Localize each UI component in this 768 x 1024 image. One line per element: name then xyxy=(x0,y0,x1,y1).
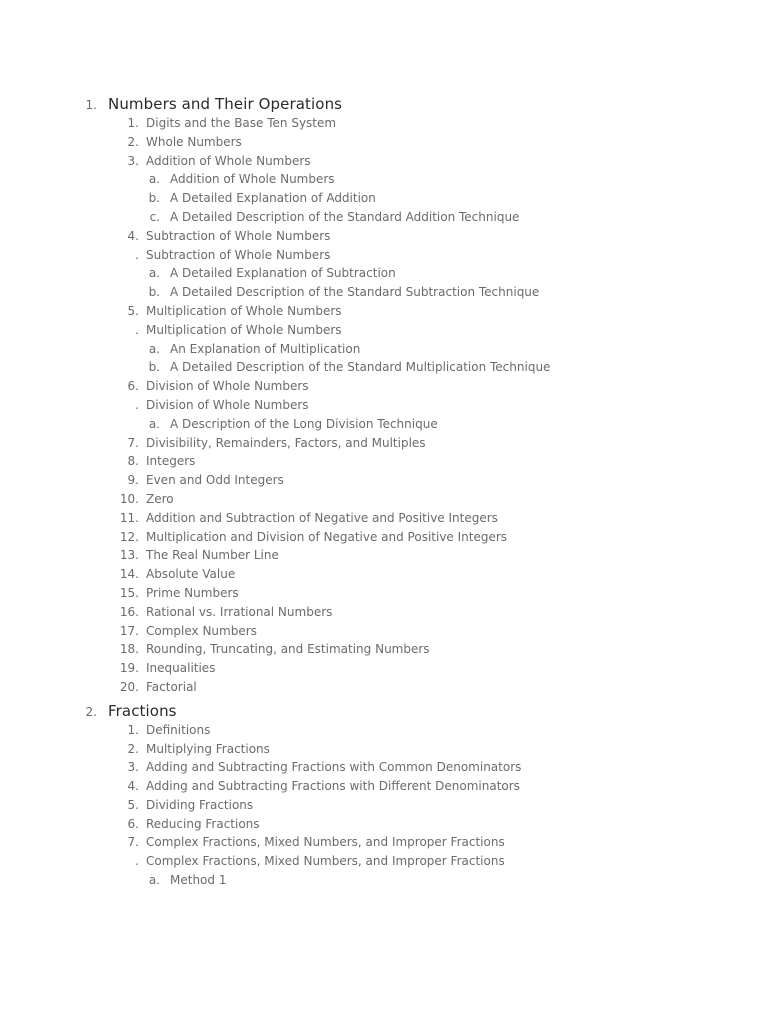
item-number: 1. xyxy=(127,116,139,130)
outline-item xyxy=(0,659,768,678)
item-number: . xyxy=(135,397,139,412)
item-number: 17. xyxy=(119,623,139,638)
outline-item xyxy=(0,584,768,603)
item-number: 13. xyxy=(119,548,139,563)
outline-item xyxy=(0,852,768,871)
item-number: 16. xyxy=(119,604,139,619)
outline-subitem xyxy=(0,283,768,302)
item-text: Multiplying Fractions xyxy=(146,741,270,756)
item-number: 18. xyxy=(119,642,139,657)
outline-subitem xyxy=(0,871,768,890)
section-title: Fractions xyxy=(108,701,177,720)
item-number: c. xyxy=(149,209,160,224)
item-number: 19. xyxy=(119,661,139,676)
outline-subitem xyxy=(0,189,768,208)
item-number: b. xyxy=(148,360,160,375)
outline-item xyxy=(0,246,768,265)
item-text: A Detailed Explanation of Subtraction xyxy=(170,266,396,281)
item-text: Division of Whole Numbers xyxy=(146,397,309,412)
outline-subitem xyxy=(0,415,768,434)
item-number: 4. xyxy=(127,228,139,243)
item-number: a. xyxy=(148,266,160,281)
item-text: Addition of Whole Numbers xyxy=(170,172,335,187)
item-text: Complex Fractions, Mixed Numbers, and Improper Fractions xyxy=(146,854,505,869)
item-number: 20. xyxy=(119,679,139,694)
item-text: Reducing Fractions xyxy=(146,816,260,831)
item-text: Divisibility, Remainders, Factors, and Multiples xyxy=(146,435,426,450)
item-number: a. xyxy=(148,416,160,431)
item-number: 1. xyxy=(127,722,139,737)
item-number: a. xyxy=(148,341,160,356)
item-text: Zero xyxy=(146,491,174,506)
outline-item xyxy=(0,640,768,659)
item-number: 3. xyxy=(127,760,139,775)
outline-section xyxy=(0,701,768,890)
item-number: 2. xyxy=(127,741,139,756)
item-number: 6. xyxy=(127,816,139,831)
section-title: Numbers and Their Operations xyxy=(108,95,343,113)
item-text: Subtraction of Whole Numbers xyxy=(146,228,331,243)
outline-item xyxy=(0,152,768,171)
item-number: 7. xyxy=(127,835,139,850)
outline-item xyxy=(0,796,768,815)
outline-item xyxy=(0,114,768,133)
outline-item xyxy=(0,452,768,471)
outline-item xyxy=(0,740,768,759)
item-text: A Detailed Description of the Standard Subtraction Technique xyxy=(170,285,540,300)
outline-item xyxy=(0,603,768,622)
outline-item xyxy=(0,777,768,796)
outline-item xyxy=(0,302,768,321)
item-number: 14. xyxy=(119,567,139,582)
item-text: Addition of Whole Numbers xyxy=(146,153,311,168)
section-heading xyxy=(0,94,768,114)
outline-item xyxy=(0,815,768,834)
outline-item xyxy=(0,321,768,340)
section-number: 1. xyxy=(85,98,97,112)
item-text: Factorial xyxy=(146,679,197,694)
item-text: Integers xyxy=(146,454,196,469)
item-text: A Detailed Description of the Standard Multiplication Technique xyxy=(170,360,551,375)
outline-item xyxy=(0,133,768,152)
item-text: Multiplication of Whole Numbers xyxy=(146,322,342,337)
outline-section xyxy=(0,94,768,697)
item-text: Digits and the Base Ten System xyxy=(146,116,337,130)
section-heading xyxy=(0,701,768,721)
item-number: 15. xyxy=(119,585,139,600)
item-number: . xyxy=(135,247,139,262)
item-number: . xyxy=(135,854,139,869)
outline-item xyxy=(0,471,768,490)
item-text: Addition and Subtraction of Negative and Positive Integers xyxy=(146,510,498,525)
item-text: Division of Whole Numbers xyxy=(146,379,309,394)
table-of-contents xyxy=(0,94,768,890)
item-text: Subtraction of Whole Numbers xyxy=(146,247,331,262)
item-text: A Detailed Description of the Standard Addition Technique xyxy=(170,209,520,224)
item-text: Rounding, Truncating, and Estimating Numbers xyxy=(146,642,430,657)
outline-item xyxy=(0,227,768,246)
item-text: Multiplication and Division of Negative and Positive Integers xyxy=(146,529,508,544)
outline-item xyxy=(0,758,768,777)
item-text: Inequalities xyxy=(146,661,216,676)
item-number: b. xyxy=(148,191,160,206)
item-text: Adding and Subtracting Fractions with Different Denominators xyxy=(146,779,520,794)
item-text: Prime Numbers xyxy=(146,585,239,600)
item-number: 5. xyxy=(127,797,139,812)
outline-item xyxy=(0,721,768,740)
item-text: Rational vs. Irrational Numbers xyxy=(146,604,333,619)
item-text: An Explanation of Multiplication xyxy=(170,341,361,356)
item-text: A Detailed Explanation of Addition xyxy=(170,191,376,206)
item-number: b. xyxy=(148,285,160,300)
outline-item xyxy=(0,678,768,697)
item-number: 3. xyxy=(127,153,139,168)
item-text: Complex Fractions, Mixed Numbers, and Improper Fractions xyxy=(146,835,505,850)
outline-item xyxy=(0,490,768,509)
item-number: 10. xyxy=(119,491,139,506)
outline-subitem xyxy=(0,208,768,227)
item-text: A Description of the Long Division Technique xyxy=(170,416,438,431)
outline-item xyxy=(0,546,768,565)
section-number: 2. xyxy=(85,704,97,719)
outline-item xyxy=(0,396,768,415)
item-text: Definitions xyxy=(146,722,211,737)
item-number: 11. xyxy=(119,510,139,525)
item-text: Whole Numbers xyxy=(146,134,242,149)
item-number: . xyxy=(135,322,139,337)
item-number: 6. xyxy=(127,379,139,394)
item-number: a. xyxy=(148,873,160,888)
item-number: 4. xyxy=(127,779,139,794)
item-text: Method 1 xyxy=(170,873,227,888)
outline-item xyxy=(0,833,768,852)
outline-subitem xyxy=(0,264,768,283)
item-text: The Real Number Line xyxy=(146,548,279,563)
item-number: 9. xyxy=(127,473,139,488)
outline-subitem xyxy=(0,340,768,359)
outline-item xyxy=(0,528,768,547)
item-text: Dividing Fractions xyxy=(146,797,254,812)
item-number: 12. xyxy=(119,529,139,544)
item-number: 2. xyxy=(127,134,139,149)
item-text: Multiplication of Whole Numbers xyxy=(146,303,342,318)
outline-item xyxy=(0,509,768,528)
outline-subitem xyxy=(0,170,768,189)
item-text: Complex Numbers xyxy=(146,623,257,638)
outline-item xyxy=(0,565,768,584)
item-number: 8. xyxy=(127,454,139,469)
item-text: Adding and Subtracting Fractions with Common Denominators xyxy=(146,760,522,775)
item-text: Absolute Value xyxy=(146,567,236,582)
item-number: a. xyxy=(148,172,160,187)
item-number: 5. xyxy=(127,303,139,318)
item-number: 7. xyxy=(127,435,139,450)
outline-item xyxy=(0,434,768,453)
outline-item xyxy=(0,377,768,396)
outline-item xyxy=(0,622,768,641)
outline-subitem xyxy=(0,358,768,377)
item-text: Even and Odd Integers xyxy=(146,473,284,488)
